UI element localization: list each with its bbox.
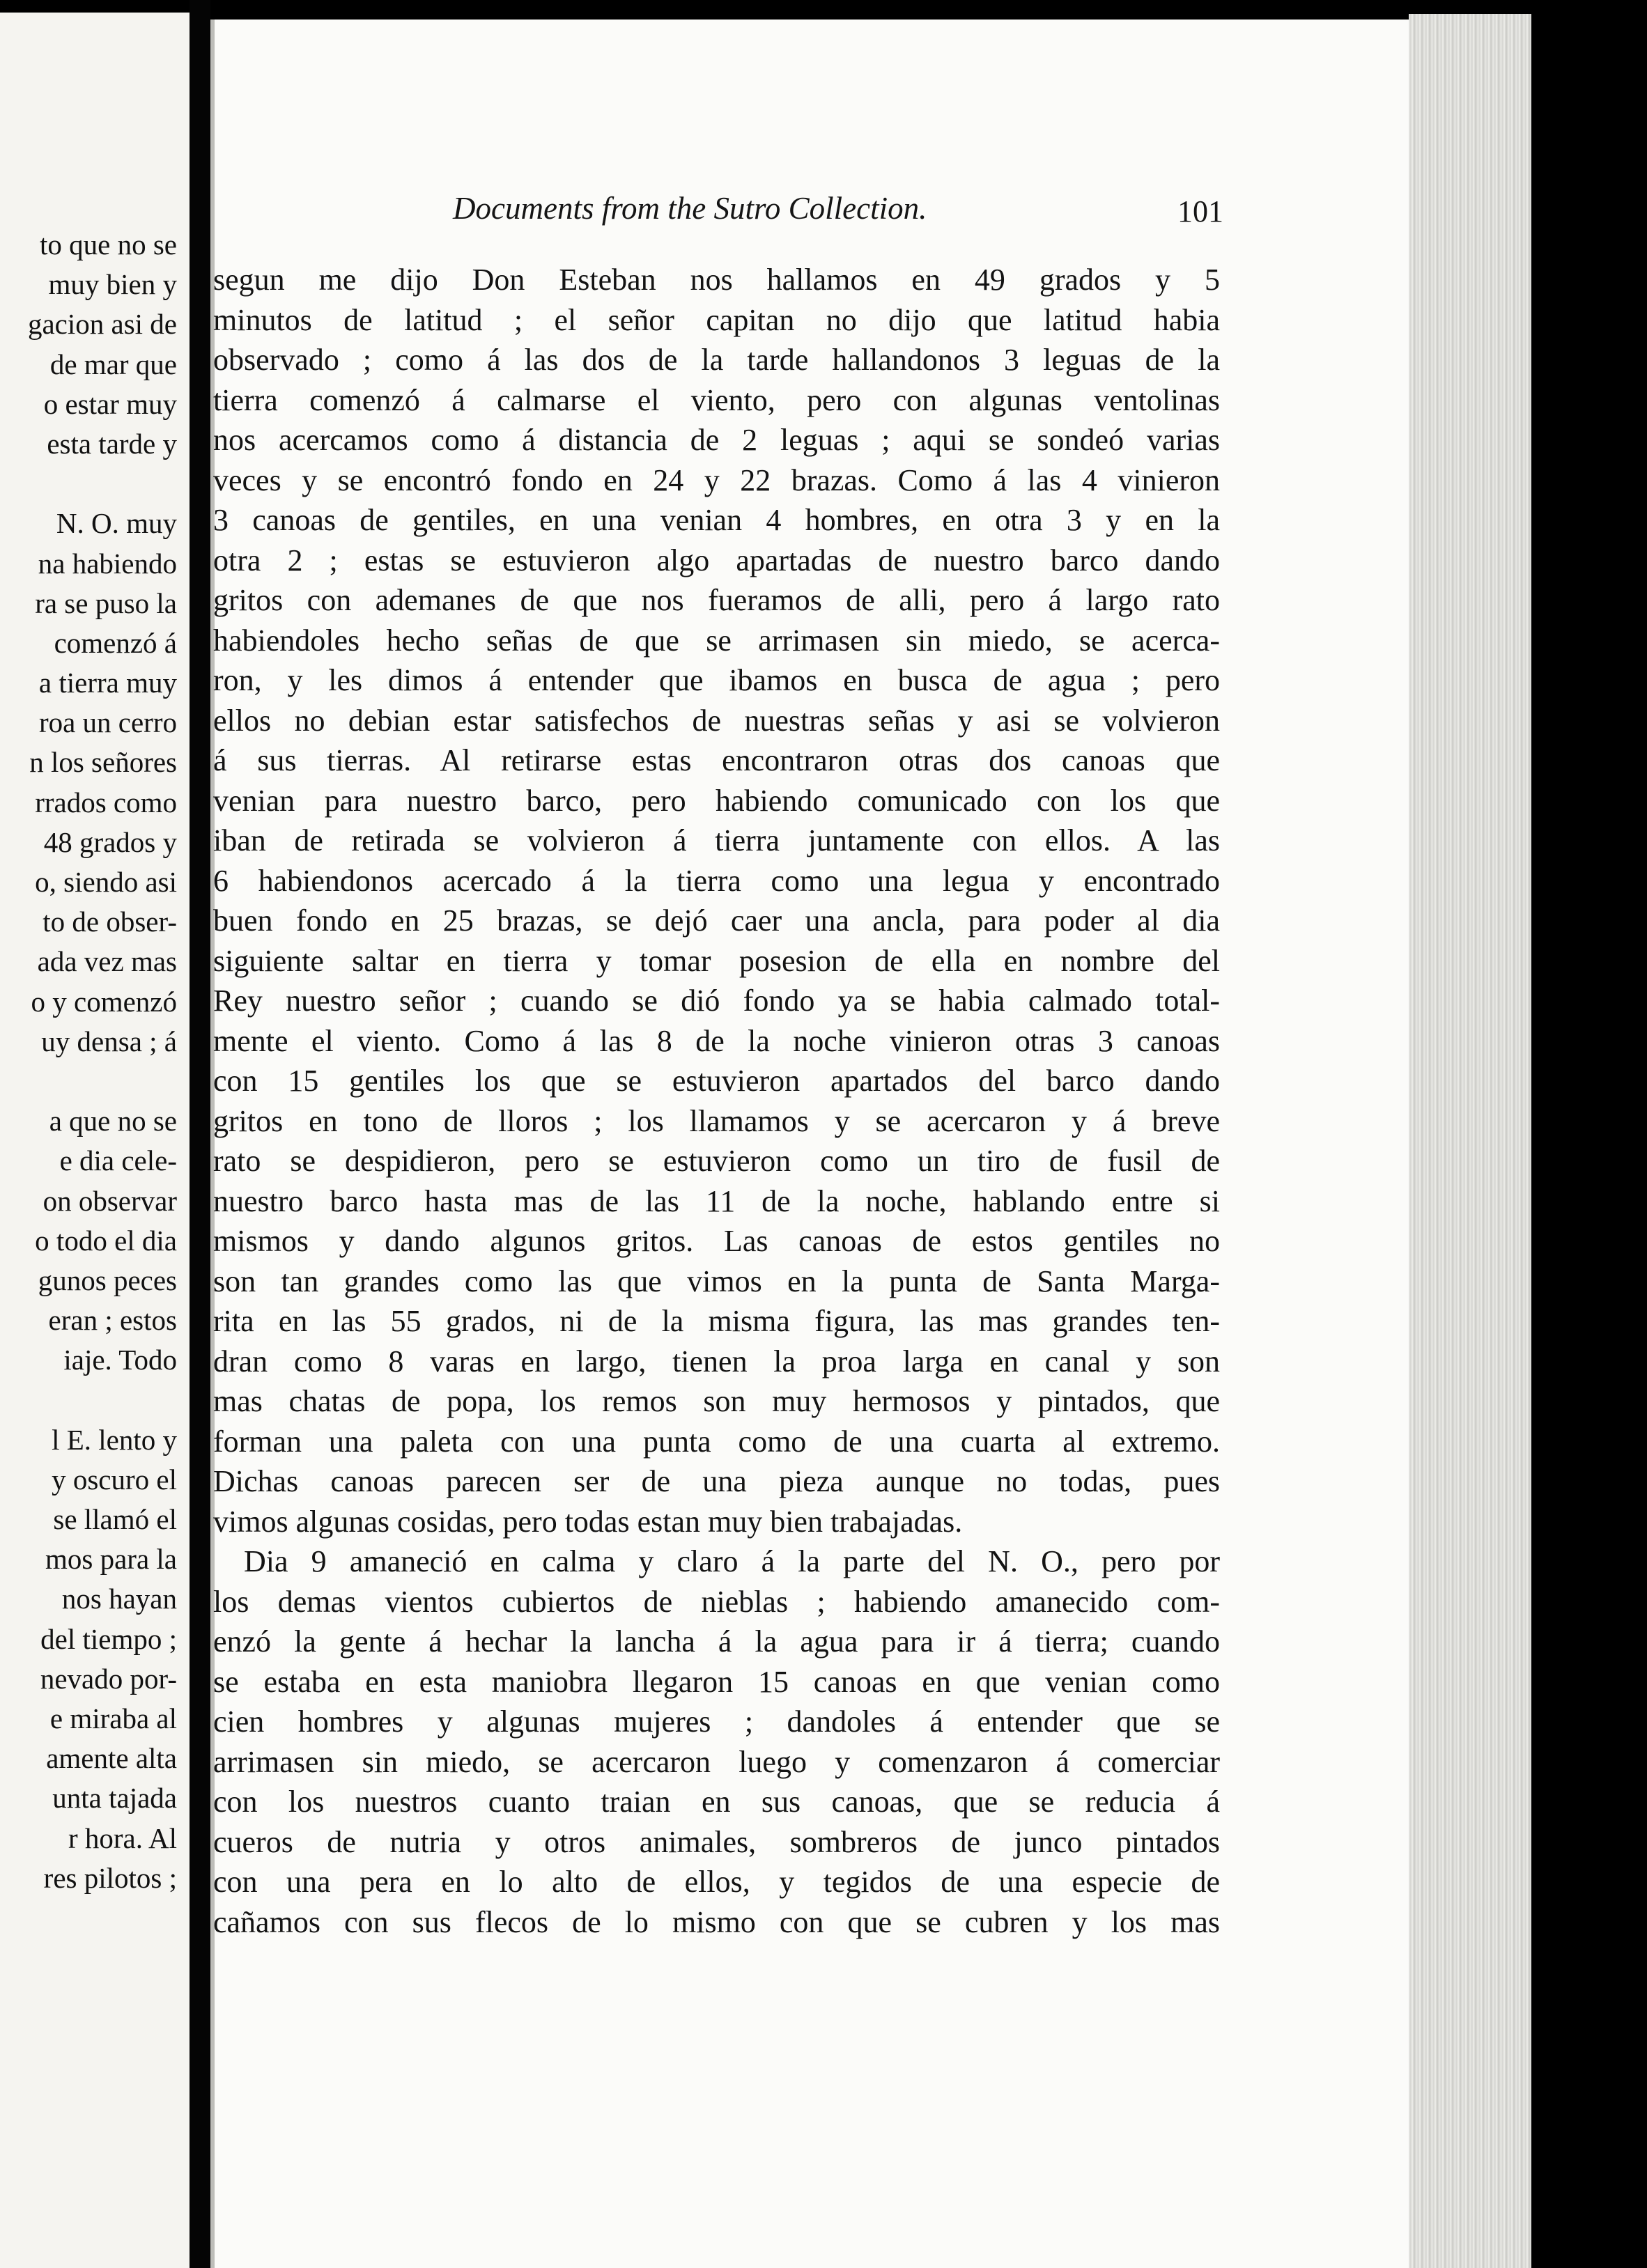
facing-page-line: o estar muy	[43, 387, 177, 420]
text-line: iban de retirada se volvieron á tierra juntamente con ellos. A las	[213, 823, 1220, 857]
facing-page-line: iaje. Todo	[63, 1344, 177, 1376]
facing-page-line: a tierra muy	[38, 667, 177, 699]
facing-page-line: gunos peces	[38, 1264, 177, 1296]
facing-page-line: to que no se	[40, 228, 177, 261]
text-line: veces y se encontró fondo en 24 y 22 brazas. Como á las 4 vinieron	[213, 463, 1220, 497]
facing-page-line: l E. lento y	[52, 1423, 177, 1456]
facing-page-line: esta tarde y	[47, 427, 177, 460]
text-line: enzó la gente á hechar la lancha á la agua para ir á tierra; cuando	[213, 1624, 1220, 1659]
text-line: Rey nuestro señor ; cuando se dió fondo ya se habia calmado total-	[213, 984, 1220, 1018]
facing-page-line: eran ; estos	[48, 1304, 177, 1337]
facing-page-line: to de obser-	[42, 906, 177, 938]
text-line: con 15 gentiles los que se estuvieron apartados del barco dando	[213, 1064, 1220, 1098]
text-line: se estaba en esta maniobra llegaron 15 canoas en que venian como	[213, 1664, 1220, 1699]
body-text	[213, 260, 1220, 1942]
facing-page-line: rrados como	[35, 786, 177, 818]
text-line: con una pera en lo alto de ellos, y tegidos de una especie de	[213, 1865, 1220, 1899]
text-line: gritos con ademanes de que nos fueramos de alli, pero á largo rato	[213, 583, 1220, 617]
text-line: segun me dijo Don Esteban nos hallamos en 49 grados y 5	[213, 263, 1220, 297]
text-line: mente el viento. Como á las 8 de la noche vinieron otras 3 canoas	[213, 1023, 1220, 1058]
facing-page-line: roa un cerro	[38, 706, 177, 739]
text-line: buen fondo en 25 brazas, se dejó caer una ancla, para poder al dia	[213, 903, 1220, 938]
running-head: Documents from the Sutro Collection.	[453, 191, 927, 226]
facing-page-line: o y comenzó	[31, 985, 177, 1018]
facing-page-text	[28, 225, 177, 1898]
text-line: con los nuestros cuanto traian en sus canoas, que se reducia á	[213, 1785, 1220, 1819]
text-line: arrimasen sin miedo, se acercaron luego y comenzaron á comerciar	[213, 1744, 1220, 1779]
facing-page-line: unta tajada	[52, 1782, 177, 1815]
facing-page-line: comenzó á	[54, 626, 177, 659]
facing-page-line: e miraba al	[49, 1702, 177, 1734]
text-line: siguiente saltar en tierra y tomar posesion de ella en nombre del	[213, 943, 1220, 978]
facing-page-line	[28, 1062, 177, 1101]
facing-page-line: nos hayan	[61, 1583, 177, 1615]
facing-page-line: o todo el dia	[35, 1224, 177, 1257]
facing-page-line: se llamó el	[53, 1503, 177, 1535]
text-line: rato se despidieron, pero se estuvieron como un tiro de fusil de	[213, 1144, 1220, 1178]
text-line: Dia 9 amaneció en calma y claro á la parte del N. O., pero por	[244, 1544, 1220, 1578]
facing-page-line: a que no se	[49, 1105, 177, 1137]
text-line: dran como 8 varas en largo, tienen la proa larga en canal y son	[213, 1344, 1220, 1378]
text-line: Dichas canoas parecen ser de una pieza aunque no todas, pues	[213, 1464, 1220, 1498]
text-line: forman una paleta con una punta como de una cuarta al extremo.	[213, 1424, 1220, 1459]
facing-page-line: na habiendo	[38, 547, 177, 580]
facing-page-line: ada vez mas	[37, 945, 177, 978]
facing-page-line: e dia cele-	[59, 1144, 177, 1177]
facing-page-line: nevado por-	[40, 1662, 177, 1695]
text-line: ron, y les dimos á entender que ibamos en busca de agua ; pero	[213, 663, 1220, 697]
facing-page-line: r hora. Al	[68, 1822, 177, 1854]
text-line: habiendoles hecho señas de que se arrimasen sin miedo, se acerca-	[213, 623, 1220, 658]
scan-background	[1531, 0, 1647, 2268]
text-line: cien hombres y algunas mujeres ; dandoles á entender que se	[213, 1704, 1220, 1739]
facing-page-line: ra se puso la	[35, 587, 177, 619]
text-line: 3 canoas de gentiles, en una venian 4 hombres, en otra 3 y en la	[213, 503, 1220, 537]
text-line: observado ; como á las dos de la tarde hallandonos 3 leguas de la	[213, 343, 1220, 377]
facing-page-line: uy densa ; á	[41, 1025, 177, 1057]
text-line: á sus tierras. Al retirarse estas encontraron otras dos canoas que	[213, 743, 1220, 777]
facing-page	[0, 13, 190, 2268]
facing-page-line: y oscuro el	[52, 1463, 177, 1496]
text-line: ellos no debian estar satisfechos de nuestras señas y asi se volvieron	[213, 703, 1220, 738]
text-line: gritos en tono de lloros ; los llamamos y se acercaron y á breve	[213, 1103, 1220, 1138]
text-line: otra 2 ; estas se estuvieron algo apartadas de nuestro barco dando	[213, 543, 1220, 577]
facing-page-line: gacion asi de	[27, 308, 177, 341]
facing-page-line: res pilotos ;	[43, 1861, 177, 1894]
page-stack-edge	[1409, 14, 1531, 2268]
book-gutter	[190, 0, 210, 2268]
text-line: tierra comenzó á calmarse el viento, pero con algunas ventolinas	[213, 382, 1220, 417]
text-line: vimos algunas cosidas, pero todas estan muy bien trabajadas.	[213, 1504, 963, 1539]
facing-page-line: amente alta	[46, 1742, 177, 1775]
facing-page-line: del tiempo ;	[40, 1622, 177, 1655]
facing-page-line: N. O. muy	[56, 507, 177, 540]
facing-page-line	[28, 1380, 177, 1420]
text-line: nuestro barco hasta mas de las 11 de la noche, hablando entre si	[213, 1183, 1220, 1218]
text-line: mismos y dando algunos gritos. Las canoas de estos gentiles no	[213, 1224, 1220, 1258]
facing-page-line	[28, 464, 177, 504]
page-number: 101	[1177, 194, 1223, 228]
facing-page-line: o, siendo asi	[35, 866, 177, 898]
text-line: nos acercamos como á distancia de 2 leguas ; aqui se sondeó varias	[213, 423, 1220, 457]
book-page	[210, 20, 1409, 2268]
text-line: son tan grandes como las que vimos en la punta de Santa Marga-	[213, 1264, 1220, 1298]
text-line: mas chatas de popa, los remos son muy hermosos y pintados, que	[213, 1384, 1220, 1418]
text-line: venian para nuestro barco, pero habiendo comunicado con los que	[213, 783, 1220, 818]
facing-page-line: de mar que	[49, 348, 177, 380]
text-line: 6 habiendonos acercado á la tierra como una legua y encontrado	[213, 863, 1220, 898]
facing-page-line: mos para la	[45, 1543, 177, 1576]
text-line: cueros de nutria y otros animales, sombreros de junco pintados	[213, 1824, 1220, 1859]
text-line: minutos de latitud ; el señor capitan no dijo que latitud habia	[213, 302, 1220, 337]
text-line: los demas vientos cubiertos de nieblas ; habiendo amanecido com-	[213, 1584, 1220, 1619]
facing-page-line: on observar	[42, 1184, 177, 1217]
facing-page-line: 48 grados y	[43, 825, 177, 858]
text-line: rita en las 55 grados, ni de la misma figura, las mas grandes ten-	[213, 1304, 1220, 1338]
text-line: cañamos con sus flecos de lo mismo con que se cubren y los mas	[213, 1904, 1220, 1939]
facing-page-line: muy bien y	[48, 268, 177, 301]
facing-page-line: n los señores	[29, 746, 177, 779]
